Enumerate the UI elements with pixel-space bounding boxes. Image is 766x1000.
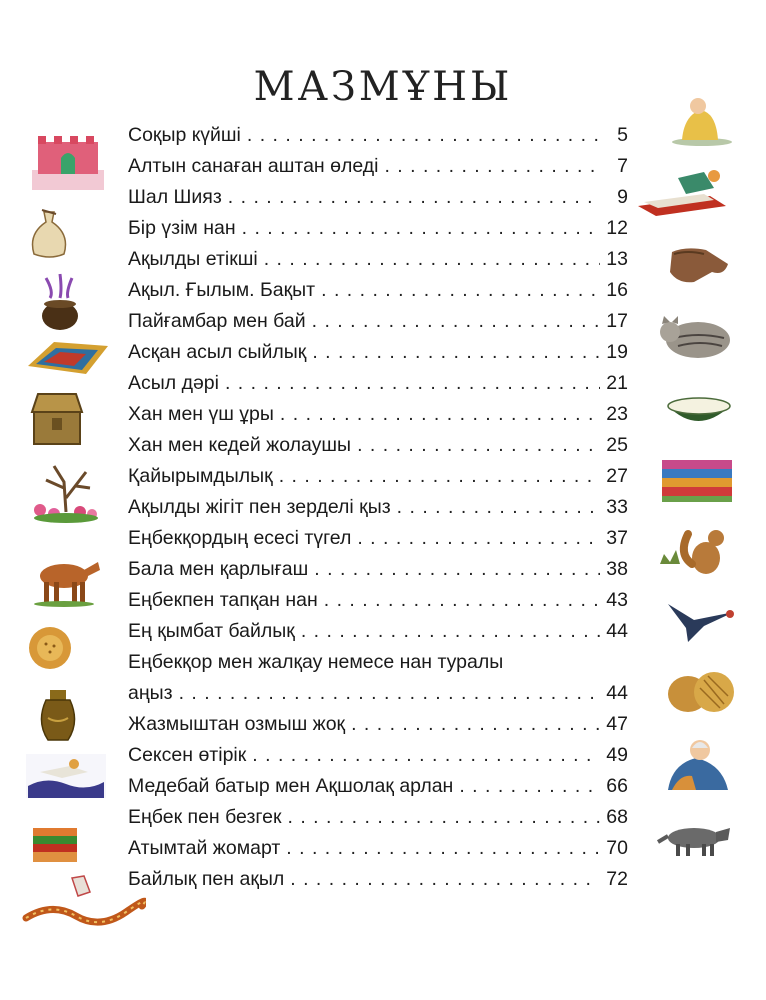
toc-item-title: Қайырымдылық bbox=[128, 465, 273, 487]
toc-item-title: Асыл дәрі bbox=[128, 372, 219, 394]
dot-leader bbox=[312, 306, 600, 337]
toc-item[interactable] bbox=[128, 182, 628, 213]
toc-item-title-continued: аңыз bbox=[128, 682, 173, 704]
toc-item[interactable] bbox=[128, 151, 628, 182]
dot-leader bbox=[228, 182, 600, 213]
toc-item[interactable] bbox=[128, 616, 628, 647]
toc-item-page: 13 bbox=[606, 248, 628, 270]
toc-item[interactable] bbox=[128, 399, 628, 430]
toc-item[interactable] bbox=[128, 337, 628, 368]
toc-item-page: 5 bbox=[617, 124, 628, 146]
dot-leader bbox=[384, 151, 600, 182]
toc-item-page: 16 bbox=[606, 279, 628, 301]
toc-item[interactable] bbox=[128, 368, 628, 399]
sack-icon bbox=[26, 204, 72, 260]
blankets-icon bbox=[658, 454, 736, 504]
boot-icon bbox=[662, 242, 734, 292]
toc-item-page: 43 bbox=[606, 589, 628, 611]
toc-item[interactable] bbox=[128, 585, 628, 616]
old-man-icon bbox=[662, 734, 734, 796]
toc-item[interactable] bbox=[128, 864, 628, 895]
toc-item-title: Ақылды жігіт пен зерделі қыз bbox=[128, 496, 391, 518]
toc-item-page: 23 bbox=[606, 403, 628, 425]
toc-item-page: 38 bbox=[606, 558, 628, 580]
layered-cake-icon bbox=[30, 824, 80, 868]
dot-leader bbox=[312, 337, 600, 368]
toc-item[interactable] bbox=[128, 492, 628, 523]
bread-icon bbox=[26, 624, 74, 672]
dot-leader bbox=[247, 120, 600, 151]
toc-item-page: 68 bbox=[606, 806, 628, 828]
toc-item[interactable] bbox=[128, 120, 628, 151]
toc-item[interactable] bbox=[128, 709, 628, 740]
bread-loaves-icon bbox=[664, 666, 738, 716]
table-of-contents bbox=[128, 120, 628, 895]
dot-leader bbox=[287, 802, 600, 833]
toc-item-page: 9 bbox=[617, 186, 628, 208]
toc-item-page: 27 bbox=[606, 465, 628, 487]
toc-item-title: Ең қымбат байлық bbox=[128, 620, 295, 642]
toc-item-page: 19 bbox=[606, 341, 628, 363]
toc-item-title: Соқыр күйші bbox=[128, 124, 241, 146]
toc-item-title: Медебай батыр мен Ақшолақ арлан bbox=[128, 775, 454, 797]
wolf-icon bbox=[654, 816, 734, 860]
toc-item-page: 33 bbox=[606, 496, 628, 518]
dot-leader bbox=[351, 709, 600, 740]
toc-item[interactable] bbox=[128, 275, 628, 306]
sleeping-man-icon bbox=[634, 166, 730, 218]
dot-leader bbox=[280, 399, 600, 430]
toc-item-page: 44 bbox=[606, 682, 628, 704]
dot-leader bbox=[252, 740, 600, 771]
toc-item-title: Атымтай жомарт bbox=[128, 837, 281, 859]
snake-icon bbox=[22, 872, 146, 928]
dot-leader bbox=[357, 523, 600, 554]
toc-item-title: Ақыл. Ғылым. Бақыт bbox=[128, 279, 316, 301]
flying-figure-icon bbox=[26, 754, 106, 798]
toc-item[interactable] bbox=[128, 554, 628, 585]
toc-item-page: 49 bbox=[606, 744, 628, 766]
toc-item-title: Хан мен кедей жолаушы bbox=[128, 434, 352, 456]
cat-icon bbox=[654, 308, 736, 364]
horse-icon bbox=[28, 552, 102, 608]
toc-item-page: 44 bbox=[606, 620, 628, 642]
toc-item-page: 12 bbox=[606, 217, 628, 239]
toc-item-page: 21 bbox=[606, 372, 628, 394]
toc-item-title: Еңбек пен безгек bbox=[128, 806, 282, 828]
squirrel-icon bbox=[654, 520, 734, 578]
toc-item-page: 70 bbox=[606, 837, 628, 859]
page-title: МАЗМҰНЫ bbox=[253, 64, 513, 110]
toc-item-title: Еңбекпен тапқан нан bbox=[128, 589, 318, 611]
toc-item[interactable] bbox=[128, 740, 628, 771]
dot-leader bbox=[357, 430, 600, 461]
toc-item-title: Жазмыштан озмыш жоқ bbox=[128, 713, 346, 735]
praying-man-icon bbox=[668, 92, 734, 148]
toc-item[interactable] bbox=[128, 430, 628, 461]
dot-leader bbox=[179, 678, 600, 709]
toc-item-title: Сексен өтірік bbox=[128, 744, 247, 766]
dot-leader bbox=[264, 244, 600, 275]
toc-item-title: Ақылды етікші bbox=[128, 248, 258, 270]
jug-icon bbox=[36, 688, 80, 744]
carpet-icon bbox=[24, 336, 112, 382]
toc-item-page: 37 bbox=[606, 527, 628, 549]
toc-item[interactable] bbox=[128, 802, 628, 833]
toc-item-page: 72 bbox=[606, 868, 628, 890]
dot-leader bbox=[225, 368, 600, 399]
toc-item-title: Хан мен үш ұры bbox=[128, 403, 274, 425]
dot-leader bbox=[314, 554, 600, 585]
toc-item-title: Еңбекқордың есесі түгел bbox=[128, 527, 352, 549]
toc-item-page: 17 bbox=[606, 310, 628, 332]
dot-leader bbox=[286, 833, 600, 864]
toc-item[interactable] bbox=[128, 306, 628, 337]
dot-leader bbox=[279, 461, 600, 492]
toc-item-page: 7 bbox=[617, 155, 628, 177]
toc-item[interactable] bbox=[128, 833, 628, 864]
toc-item[interactable] bbox=[128, 771, 628, 802]
toc-item[interactable] bbox=[128, 647, 628, 709]
pot-icon bbox=[36, 272, 84, 334]
toc-item-title: Пайғамбар мен бай bbox=[128, 310, 306, 332]
toc-item[interactable] bbox=[128, 461, 628, 492]
toc-item-title: Бір үзім нан bbox=[128, 217, 236, 239]
toc-item[interactable] bbox=[128, 523, 628, 554]
toc-item-title: Алтын санаған аштан өледі bbox=[128, 155, 379, 177]
toc-item-page: 25 bbox=[606, 434, 628, 456]
toc-item-page: 47 bbox=[606, 713, 628, 735]
dot-leader bbox=[290, 864, 600, 895]
dot-leader bbox=[324, 585, 600, 616]
toc-item-title: Шал Шияз bbox=[128, 186, 222, 208]
chest-icon bbox=[26, 388, 88, 452]
toc-item-title: Еңбекқор мен жалқау немесе нан туралы bbox=[128, 651, 504, 673]
toc-item[interactable] bbox=[128, 244, 628, 275]
toc-item-title: Бала мен қарлығаш bbox=[128, 558, 309, 580]
toc-item-title: Байлық пен ақыл bbox=[128, 868, 285, 890]
dot-leader bbox=[397, 492, 600, 523]
dot-leader bbox=[301, 616, 600, 647]
dot-leader bbox=[242, 213, 600, 244]
dot-leader bbox=[321, 275, 600, 306]
castle-icon bbox=[28, 130, 108, 194]
swallow-icon bbox=[664, 598, 738, 644]
antlers-icon bbox=[28, 462, 102, 524]
toc-item[interactable] bbox=[128, 213, 628, 244]
bowl-icon bbox=[664, 390, 734, 432]
dot-leader bbox=[459, 771, 600, 802]
toc-item-title: Асқан асыл сыйлық bbox=[128, 341, 307, 363]
toc-item-page: 66 bbox=[606, 775, 628, 797]
